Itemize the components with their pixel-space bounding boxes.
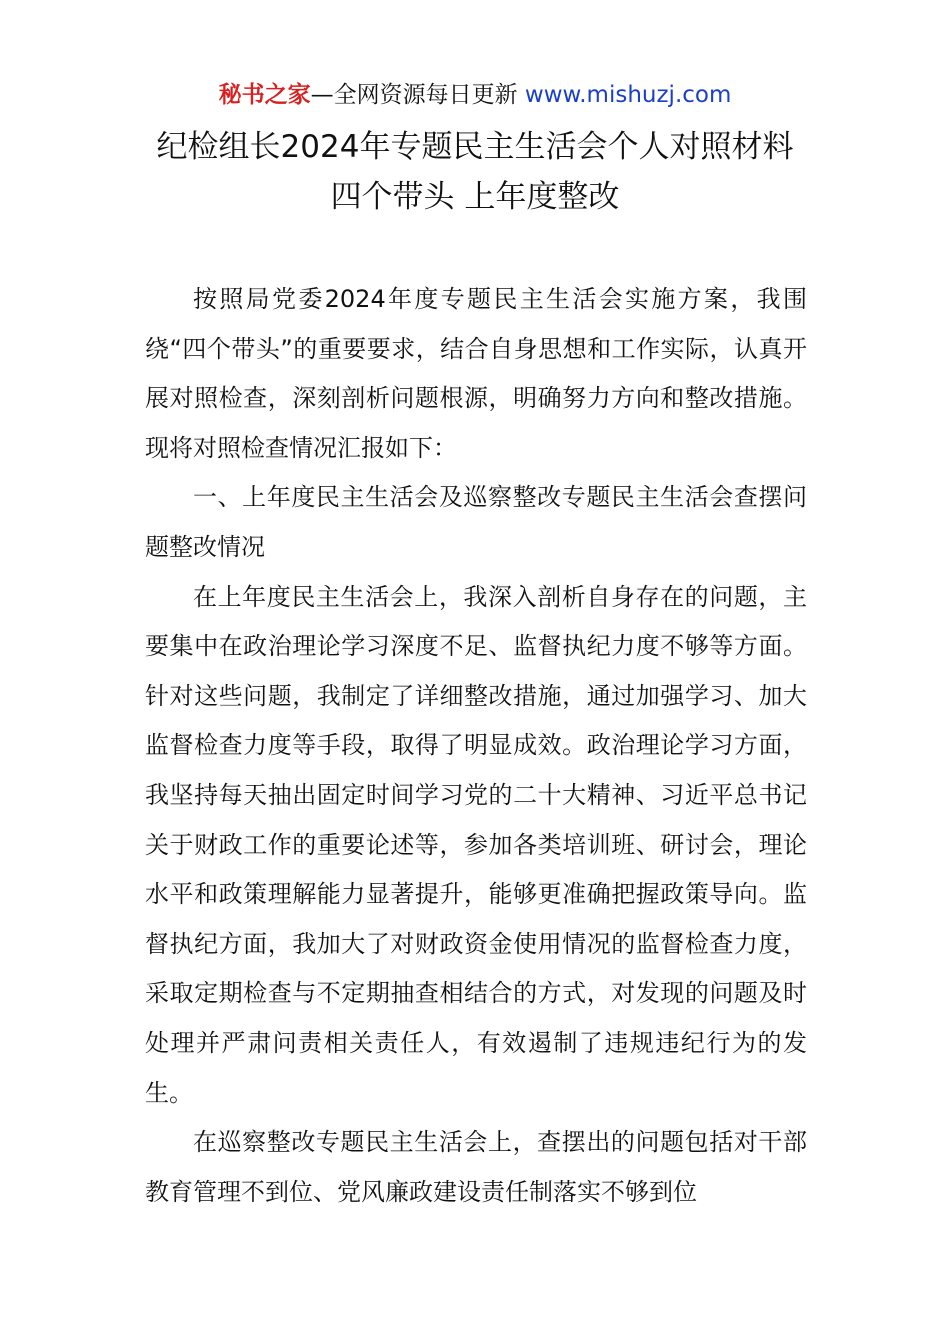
paragraph-intro: 按照局党委2024年度专题民主生活会实施方案，我围绕“四个带头”的重要要求，结合自身思想和工作实际，认真开展对照检查，深刻剖析问题根源，明确努力方向和整改措施。现将对照检查情况汇报如下： [145,285,807,462]
site-url-link[interactable]: www.mishuzj.com [524,82,732,108]
title-line-1: 纪检组长2024年专题民主生活会个人对照材料 [156,129,794,165]
document-title [0,122,950,222]
site-brand: 秘书之家 [218,82,311,108]
title-line-2: 四个带头 上年度整改 [330,179,620,215]
site-header [0,78,950,112]
section-heading-1: 一、上年度民主生活会及巡察整改专题民主生活会查摆问题整改情况 [145,483,807,561]
paragraph-previous-rectification: 在上年度民主生活会上，我深入剖析自身存在的问题，主要集中在政治理论学习深度不足、监督执纪力度不够等方面。针对这些问题，我制定了详细整改措施，通过加强学习、加大监督检查力度等手段，取得了明显成效。政治理论学习方面，我坚持每天抽出固定时间学习党的二十大精神、习近平总书记关于财政工作的重要论述等，参加各类培训班、研讨会，理论水平和政策理解能力显著提升，能够更准确把握政策导向。监督执纪方面，我加大了对财政资金使用情况的监督检查力度，采取定期检查与不定期抽查相结合的方式，对发现的问题及时处理并严肃问责相关责任人，有效遏制了违规违纪行为的发生。 [145,582,807,1107]
site-tagline: —全网资源每日更新 [310,82,525,108]
paragraph-inspection-rectification: 在巡察整改专题民主生活会上，查摆出的问题包括对干部教育管理不到位、党风廉政建设责任制落实不够到位 [145,1128,807,1206]
document-body [145,275,807,1217]
